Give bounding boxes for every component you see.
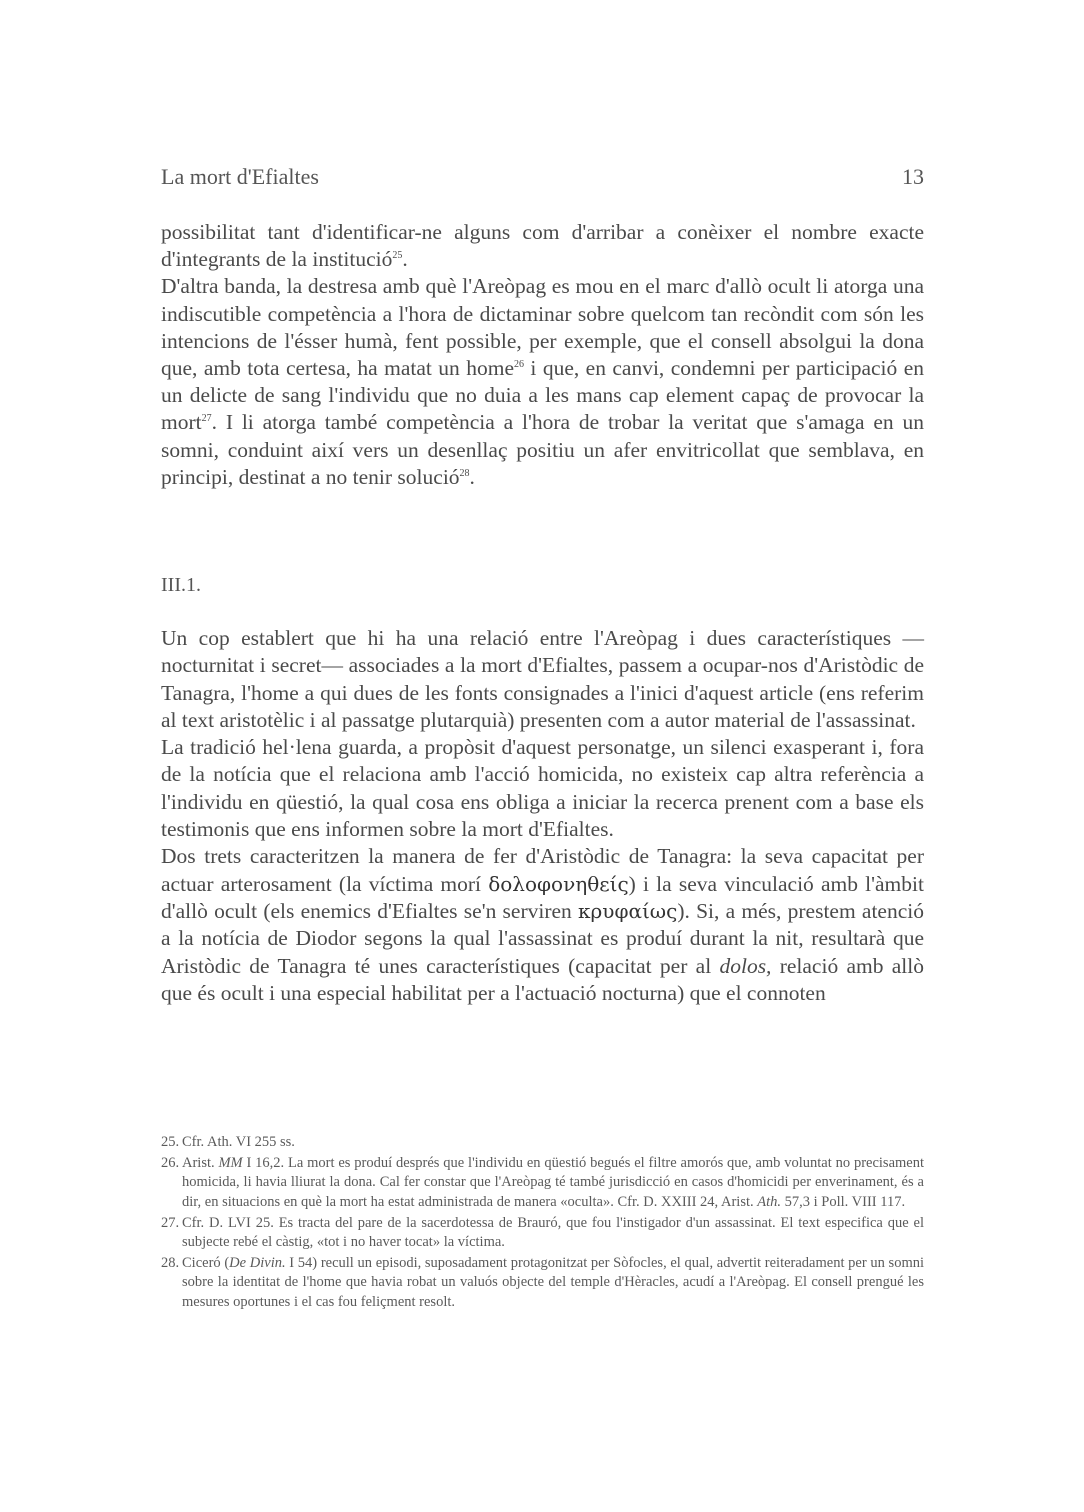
greek-term: δολοφονηθείς xyxy=(488,871,629,896)
running-header xyxy=(161,163,924,191)
footnote-ref-27[interactable]: 27 xyxy=(201,413,212,425)
paragraph-areopag: D'altra banda, la destresa amb què l'Areòpag es mou en el marc d'allò ocult li atorga una indiscutible competència a l'hora de dictaminar sobre quelcom tan recòndit com són les intencions de l'ésser humà, fent possible, per exemple, que el consell absolgui la dona que, amb tota certesa, ha matat un home$^{26}$ i que, en canvi, condemni per participació en un delicte de sang l'individu que no duia a les mans cap element capaç de provocar la mort$^{27}$. I li atorga també competència a l'hora de trobar la veritat que s'amaga en un somni, conduint així vers un desenllaç positiu un afer envitricollat que semblava, en principi, destinat a no tenir solució$^{28}$. xyxy=(161,274,924,489)
intro-text xyxy=(161,219,924,491)
footnote-ref-25[interactable]: 25 xyxy=(392,250,403,262)
greek-term: κρυφαίως xyxy=(578,898,678,923)
footnote-number: 26. xyxy=(161,1155,180,1172)
footnote-ref-26[interactable]: 26 xyxy=(514,358,524,370)
section-paragraph-1: Un cop establert que hi ha una relació entre l'Areòpag i dues característiques —nocturnitat i secret— associades a la mort d'Efialtes, passem a ocupar-nos d'Aristòdic de Tanagra, l'home a qui dues de les fonts consignades a l'inici d'aquest article (ens referim al text aristotèlic i al passatge plutarquià) presenten com a autor material de l'assassinat. xyxy=(161,626,924,732)
footnote-number: 27. xyxy=(161,1214,180,1231)
section-paragraph-2: La tradició hel·lena guarda, a propòsit d'aquest personatge, un silenci exasperant i, fora de la notícia que el relaciona amb l'acció homicida, no existeix cap altra referència a l'individu en qüestió, la qual cosa ens obliga a iniciar la recerca prenent com a base els testimonis que ens informen sobre la mort d'Efialtes. xyxy=(161,735,924,842)
footnote xyxy=(161,1154,924,1212)
footnote-number: 25. xyxy=(161,1134,180,1150)
footnote-text: Ciceró (De Divin. I 54) recull un episodi, suposadament protagonitzat per Sòfocles, el qual, advertit reiteradament per un somni sobre la identitat de l'home que havia robat un valuós objecte del temple d'Hèracles, acudí a l'Areòpag. El consell prengué les mesures oportunes i el cas fou feliçment resolt. xyxy=(182,1255,925,1310)
page-number: 13 xyxy=(902,164,924,189)
footnote xyxy=(161,1214,924,1252)
paragraph-continuation: possibilitat tant d'identificar-ne alguns com d'arribar a conèixer el nombre exacte d'integrants de la institució$^{25}$. xyxy=(161,220,924,272)
italic-term: dolos, xyxy=(719,953,772,978)
section-heading: III.1. xyxy=(161,574,201,596)
footnote-text: Cfr. Ath. VI 255 ss. xyxy=(182,1134,295,1150)
footnote xyxy=(161,1254,924,1312)
section-text xyxy=(161,625,924,1007)
footnote-text: Cfr. D. LVI 25. Es tracta del pare de la sacerdotessa de Brauró, que fou l'instigador d'un assassinat. El text especifica que el subjecte rebé el càstig, «tot i no haver tocat» la víctima. xyxy=(182,1214,924,1251)
footnote xyxy=(161,1133,924,1152)
running-title: La mort d'Efialtes xyxy=(161,164,319,189)
footnotes xyxy=(161,1133,924,1314)
footnote-number: 28. xyxy=(161,1255,180,1272)
footnote-text: Arist. MM I 16,2. La mort es produí després que l'individu en qüestió begués el filtre amorós que, amb voluntat no precisament homicida, li havia lliurat la dona. Cal fer constar que l'Areòpag té també jurisdicció en casos d'homicidi per enverinament, és a dir, en situacions en què la mort ha estat administrada de manera «oculta». Cfr. D. XXIII 24, Arist. Ath. 57,3 i Poll. VIII 117. xyxy=(182,1155,924,1210)
footnote-ref-28[interactable]: 28 xyxy=(459,467,470,479)
section-paragraph-3: Dos trets caracteritzen la manera de fer d'Aristòdic de Tanagra: la seva capacitat per actuar arterosament (la víctima morí δολοφονηθείς) i la seva vinculació amb l'àmbit d'allò ocult (els enemics d'Efialtes se'n serviren κρυφαίως). Si, a més, prestem atenció a la notícia de Diodor segons la qual l'assassinat es produí durant la nit, resultarà que Aristòdic de Tanagra té unes característiques (capacitat per al dolos, relació amb allò que és ocult i una especial habilitat per a l'actuació nocturna) que el connoten xyxy=(161,844,925,1005)
